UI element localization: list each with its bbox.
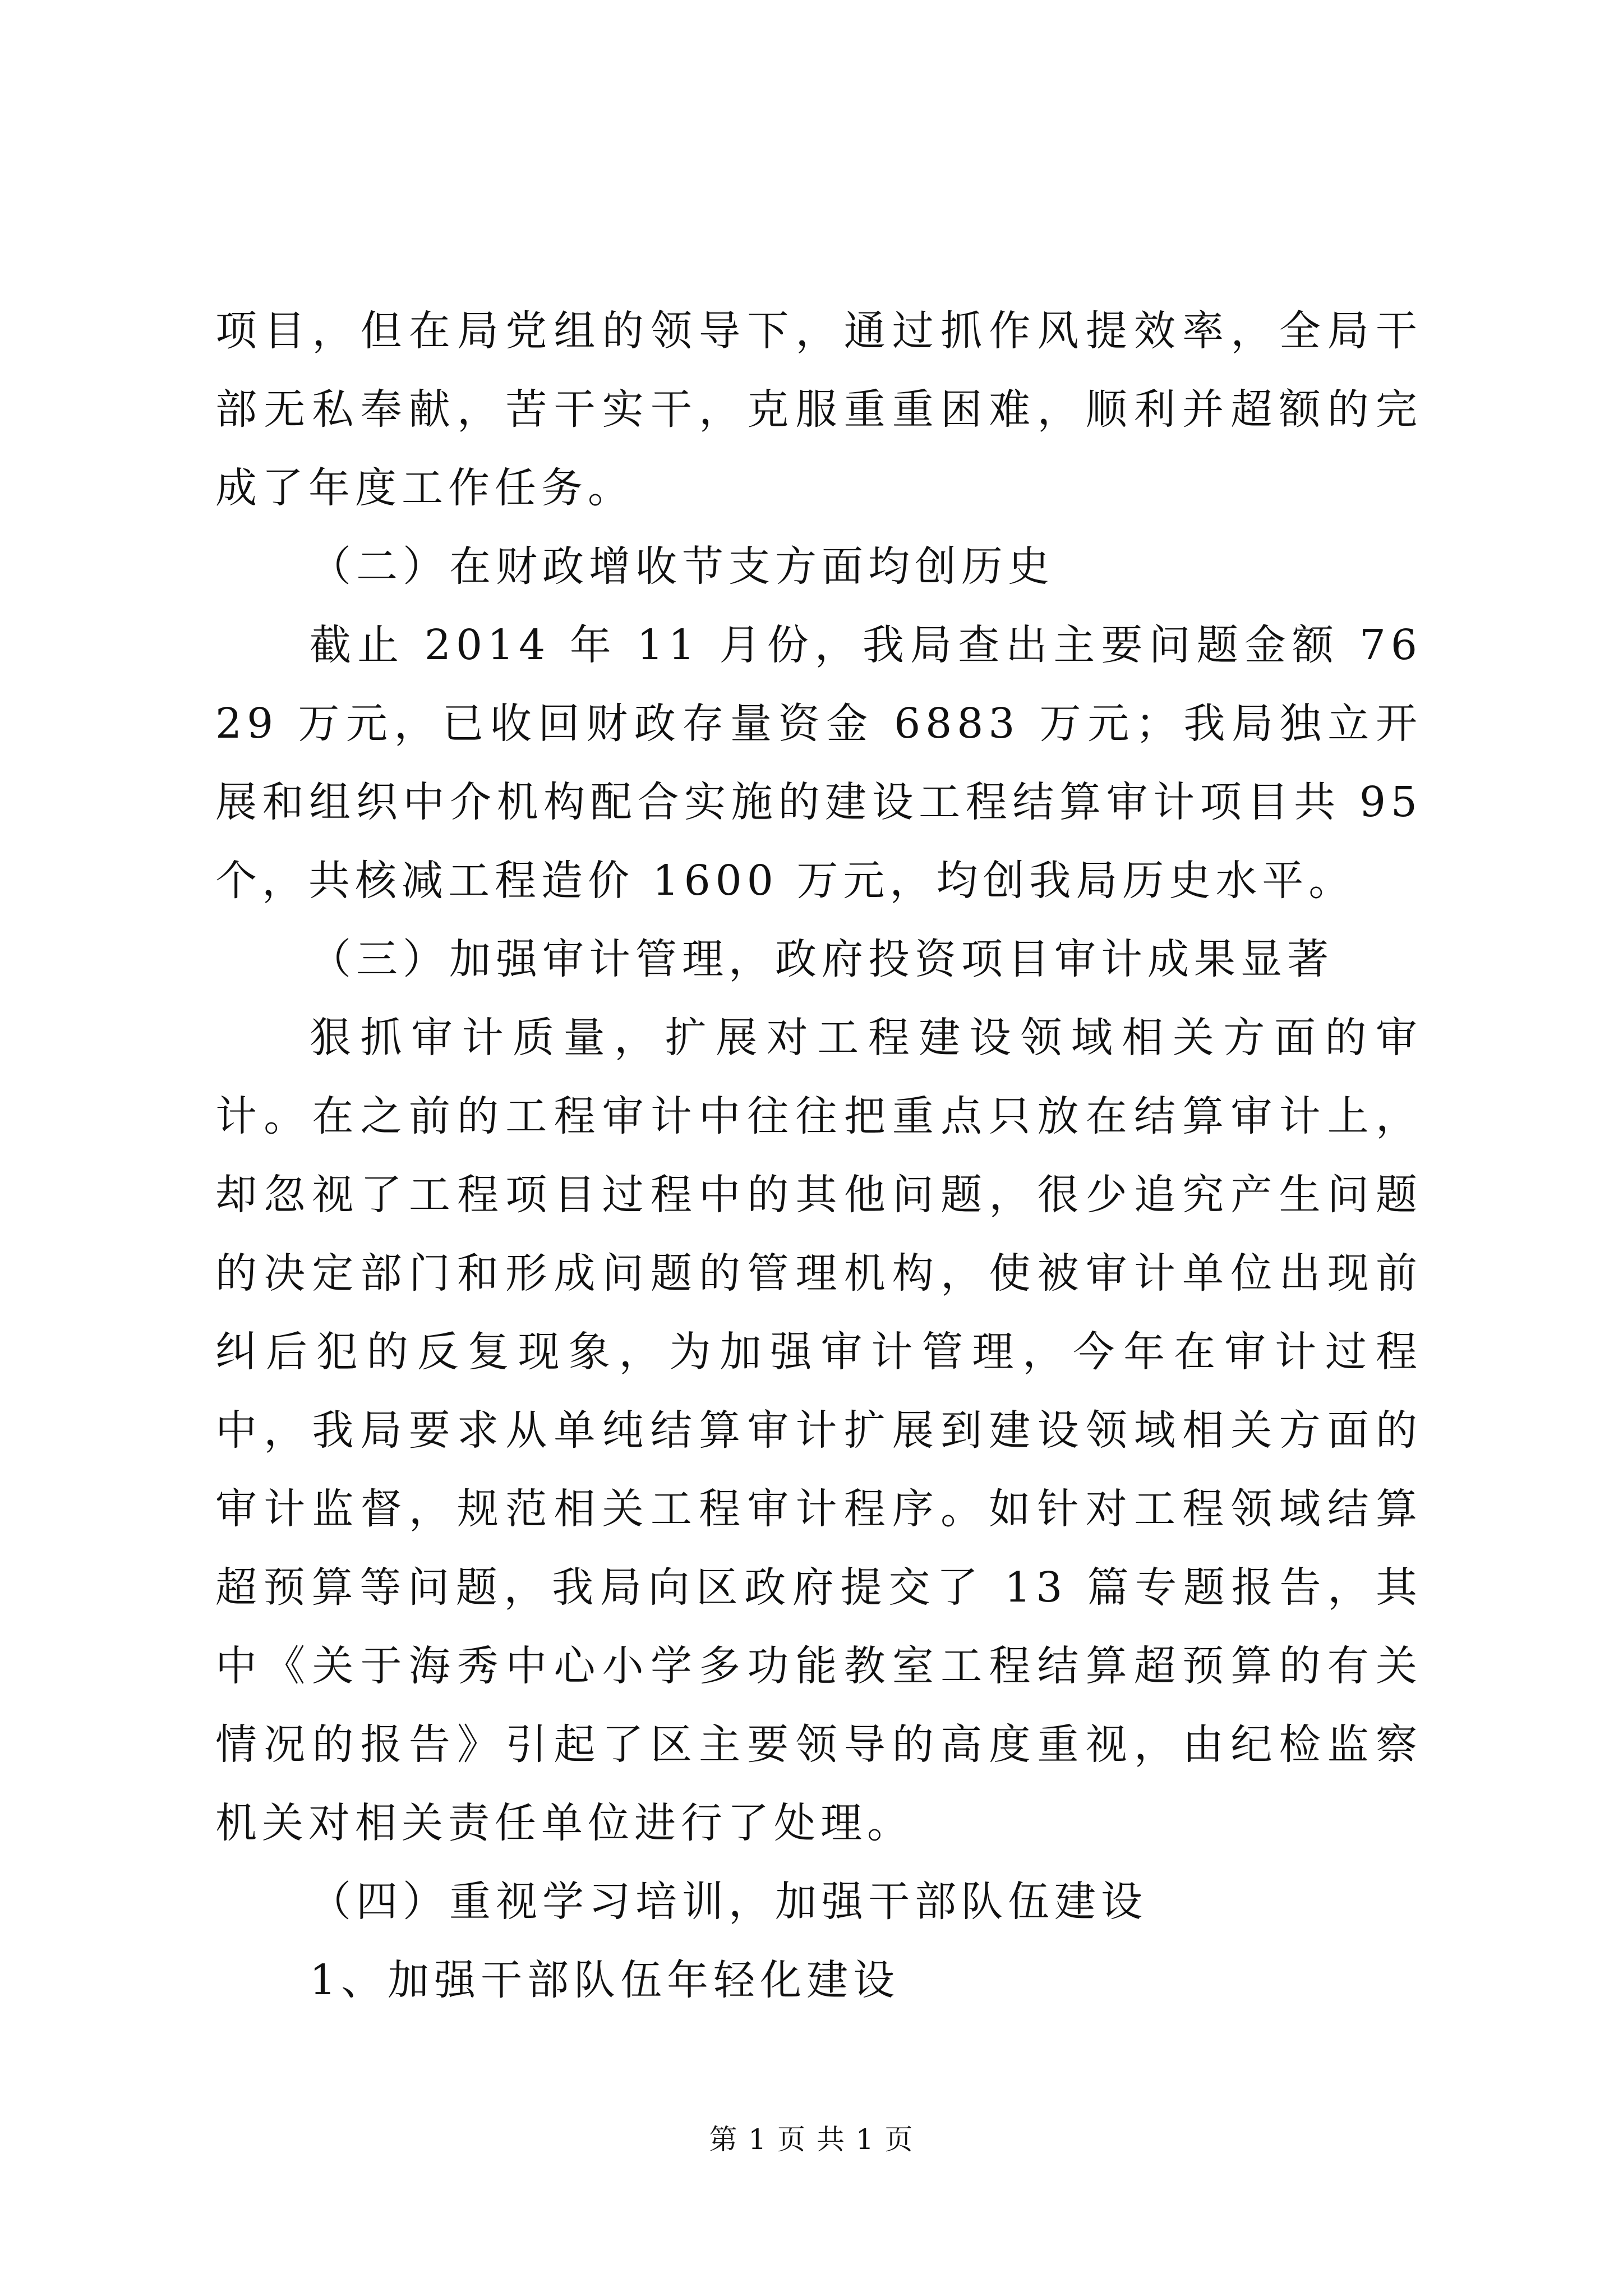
paragraph-audit-management: 狠抓审计质量，扩展对工程建设领域相关方面的审计。在之前的工程审计中往往把重点只放在结算审计上，却忽视了工程项目过程中的其他问题，很少追究产生问题的决定部门和形成问题的管理机构，使被审计单位出现前纠后犯的反复现象，为加强审计管理，今年在审计过程中，我局要求从单纯结算审计扩展到建设领域相关方面的审计监督，规范相关工程审计程序。如针对工程领域结算超预算等问题，我局向区政府提交了 13 篇专题报告，其中《关于海秀中心小学多功能教室工程结算超预算的有关情况的报告》引起了区主要领导的高度重视，由纪检监察机关对相关责任单位进行了处理。 — [215, 1014, 1422, 1847]
subsection-heading-1: 1、加强干部队伍年轻化建设 — [310, 1956, 900, 2004]
paragraph-continuation: 项目，但在局党组的领导下，通过抓作风提效率，全局干部无私奉献，苦干实干，克服重重困难，顺利并超额的完成了年度工作任务。 — [215, 307, 1422, 512]
page-number-footer: 第 1 页 共 1 页 — [709, 2123, 914, 2156]
document-body — [215, 292, 1422, 2019]
section-heading-2: （二）在财政增收节支方面均创历史 — [310, 542, 1054, 591]
section-heading-3: （三）加强审计管理，政府投资项目审计成果显著 — [310, 935, 1334, 983]
section-heading-4: （四）重视学习培训，加强干部队伍建设 — [310, 1878, 1147, 1926]
paragraph-fiscal-results: 截止 2014 年 11 月份，我局查出主要问题金额 7629 万元，已收回财政存量资金 6883 万元；我局独立开展和组织中介机构配合实施的建设工程结算审计项目共 95 个，共核减工程造价 1600 万元，均创我局历史水平。 — [215, 621, 1422, 905]
